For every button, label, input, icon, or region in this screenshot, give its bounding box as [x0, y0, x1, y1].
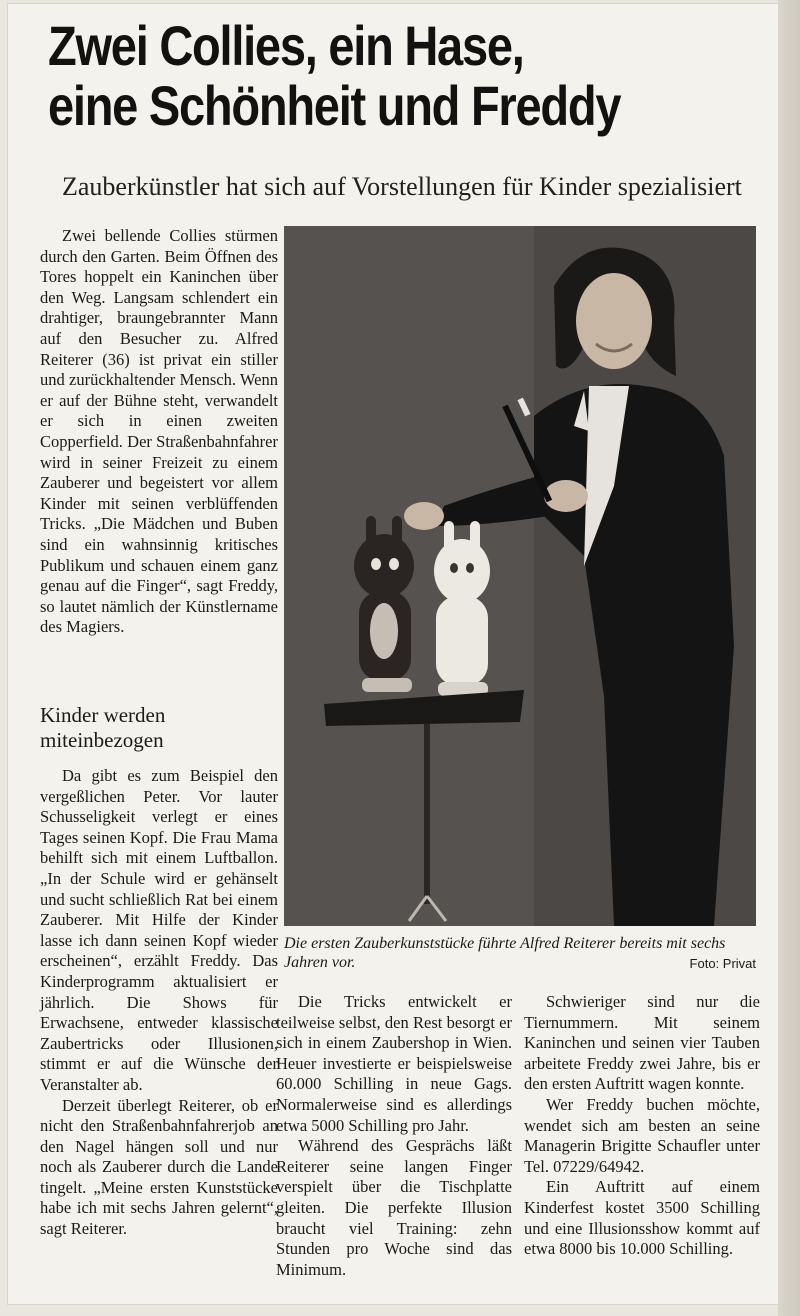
photo-illustration	[284, 226, 756, 926]
article-column-left-bottom	[40, 766, 278, 1240]
magician-photo	[284, 226, 756, 926]
article-column-left-top	[40, 226, 278, 638]
article-paragraph: Die Tricks entwickelt er teilweise selbst, den Rest besorgt er sich in einem Zaubershop in Wien. Heuer investierte er beispielsweise 60.000 Schilling in neue Gags. Normalerweise sind es allerdings etwa 5000 Schilling pro Jahr.	[276, 992, 512, 1135]
article-paragraph: Ein Auftritt auf einem Kinderfest kostet 3500 Schilling und eine Illusionsshow kommt auf etwa 8000 bis 10.000 Schilling.	[524, 1177, 760, 1259]
subheadline: Zauberkünstler hat sich auf Vorstellungen für Kinder spezialisiert	[62, 172, 742, 201]
section-heading: Kinder werden miteinbezogen	[40, 703, 166, 752]
article-column-right	[524, 992, 760, 1260]
headline-line-1: Zwei Collies, ein Hase,	[48, 14, 524, 77]
photo-credit: Foto: Privat	[689, 956, 756, 971]
article-paragraph: Während des Gesprächs läßt Reiterer seine langen Finger verspielt über die Tischplatte gleiten. Die perfekte Illusion braucht viel Training: zehn Stunden pro Woche sind das Minimum.	[276, 1136, 512, 1279]
intro-paragraph: Zwei bellende Collies stürmen durch den Garten. Beim Öffnen des Tores hoppelt ein Kaninchen über den Weg. Langsam schlendert ein drahtiger, braungebrannter Mann auf den Besucher zu. Alfred Reiterer (36) ist privat ein stiller und zurückhaltender Mensch. Wenn er auf der Bühne steht, verwandelt er sich in einen zweiten Copperfield. Der Straßenbahnfahrer wird in seiner Freizeit zu einem Zauberer und begeistert vor allem Kinder mit seinen verblüffenden Tricks. „Die Mädchen und Buben sind ein wahnsinnig kritisches Publikum und schauen einem ganz genau auf die Finger“, sagt Freddy, so lautet nämlich der Künstlername des Magiers.	[40, 226, 278, 637]
photo-caption: Die ersten Zauberkunststücke führte Alfred Reiterer bereits mit sechs Jahren vor.	[284, 935, 726, 971]
article-paragraph: Schwieriger sind nur die Tiernummern. Mit seinem Kaninchen und seinen vier Tauben arbeitete Freddy zwei Jahre, bis er den ersten Auftritt wagen konnte.	[524, 992, 760, 1094]
article-paragraph: Derzeit überlegt Reiterer, ob er nicht den Straßenbahnfahrerjob an den Nagel hängen soll und nur noch als Zauberer durch die Lande tingelt. „Meine ersten Kunststücke habe ich mit sechs Jahren gelernt“, sagt Reiterer.	[40, 1095, 278, 1239]
article-column-middle	[276, 992, 512, 1280]
article-paragraph: Da gibt es zum Beispiel den vergeßlichen Peter. Vor lauter Schusseligkeit verlegt er eines Tages seinen Kopf. Die Frau Mama behilft sich mit einem Luftballon. „In der Schule wird er gehänselt und sucht schließlich Rat bei einem Zauberer. Mit Hilfe der Kinder lasse ich dann seinen Kopf wieder erscheinen“, erzählt Freddy. Das Kinderprogramm aktualisiert er jährlich. Die Shows für Erwachsene, entweder klassische Zaubertricks oder Illusionen, stimmt er auf die Wünsche der Veranstalter ab.	[40, 766, 278, 1094]
article-paragraph: Wer Freddy buchen möchte, wendet sich am besten an seine Managerin Brigitte Schaufler unter Tel. 07229/64942.	[524, 1094, 760, 1176]
headline	[48, 16, 661, 136]
headline-line-2: eine Schönheit und Freddy	[48, 74, 621, 137]
